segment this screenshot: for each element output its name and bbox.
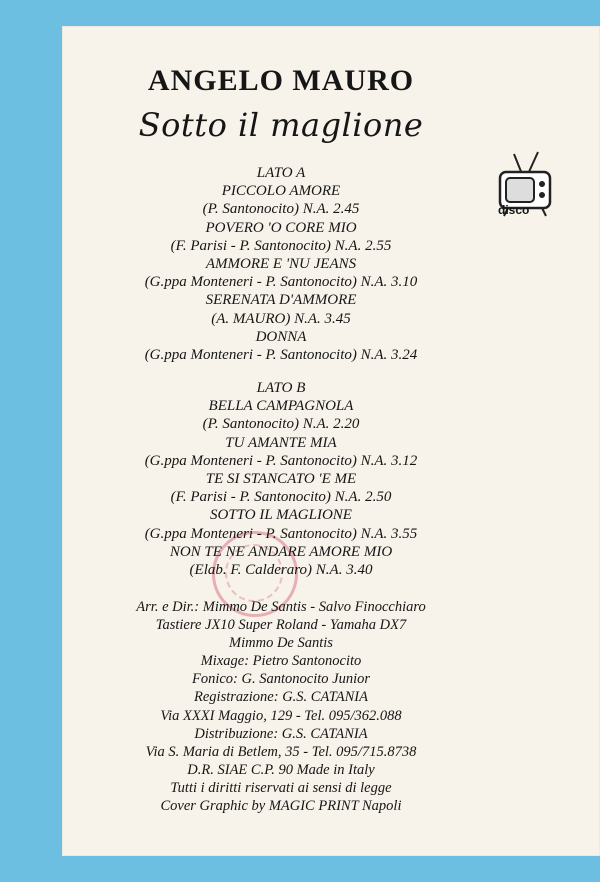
side-a-line: PICCOLO AMORE <box>221 183 341 200</box>
credit-line: Distribuzione: G.S. CATANIA <box>194 725 368 742</box>
side-b-line: TU AMANTE MIA <box>225 434 337 451</box>
credit-line: Mimmo De Santis <box>229 635 333 652</box>
side-a-line: (G.ppa Monteneri - P. Santonocito) N.A. 3.10 <box>144 274 418 291</box>
credit-line: Arr. e Dir.: Mimmo De Santis - Salvo Finocchiaro <box>136 599 426 615</box>
side-a-line: (A. MAURO) N.A. 3.45 <box>211 310 351 327</box>
credits-block <box>62 598 500 815</box>
credit-line: Registrazione: G.S. CATANIA <box>194 689 368 706</box>
side-b-tracklist <box>62 379 500 579</box>
side-b-line: (Elab. F. Calderaro) N.A. 3.40 <box>189 562 373 579</box>
side-a-line: AMMORE E 'NU JEANS <box>205 256 357 273</box>
logo-wordmark: disco <box>498 203 530 217</box>
credit-line: Fonico: G. Santonocito Junior <box>191 671 370 688</box>
side-b-line: (P. Santonocito) N.A. 2.20 <box>202 416 360 433</box>
credit-line: Cover Graphic by MAGIC PRINT Napoli <box>160 798 402 815</box>
album-title: Sotto il maglione <box>138 106 424 144</box>
side-b-line: (F. Parisi - P. Santonocito) N.A. 2.50 <box>170 489 392 506</box>
side-b-line: LATO B <box>256 380 306 396</box>
side-a-line: POVERO 'O CORE MIO <box>205 219 357 236</box>
side-a-line: DONNA <box>255 328 307 345</box>
side-b-line: (G.ppa Monteneri - P. Santonocito) N.A. 3.12 <box>144 452 418 469</box>
side-a-line: LATO A <box>256 165 306 181</box>
credit-line: Tastiere JX10 Super Roland - Yamaha DX7 <box>155 617 407 634</box>
side-a-line: (F. Parisi - P. Santonocito) N.A. 2.55 <box>170 237 392 254</box>
artist-name: ANGELO MAURO <box>147 64 415 97</box>
cassette-insert-card <box>62 26 600 856</box>
side-b-line: BELLA CAMPAGNOLA <box>208 398 354 415</box>
side-b-line: TE SI STANCATO 'E ME <box>205 471 357 488</box>
side-a-tracklist <box>62 164 500 364</box>
side-a-line: (G.ppa Monteneri - P. Santonocito) N.A. 3.24 <box>144 347 418 364</box>
credit-line: Via S. Maria di Betlem, 35 - Tel. 095/715.8738 <box>145 743 417 760</box>
credit-line: Mixage: Pietro Santonocito <box>200 653 362 670</box>
side-b-line: SOTTO IL MAGLIONE <box>210 507 352 524</box>
credit-line: Tutti i diritti riservati ai sensi di legge <box>170 779 392 796</box>
side-a-line: SERENATA D'AMMORE <box>205 292 357 309</box>
side-b-line: NON TE NE ANDARE AMORE MIO <box>169 543 393 560</box>
side-a-line: (P. Santonocito) N.A. 2.45 <box>202 201 360 218</box>
credit-line: D.R. SIAE C.P. 90 Made in Italy <box>187 761 375 778</box>
credit-line: Via XXXI Maggio, 129 - Tel. 095/362.088 <box>160 707 402 724</box>
side-b-line: (G.ppa Monteneri - P. Santonocito) N.A. 3.55 <box>144 525 418 542</box>
